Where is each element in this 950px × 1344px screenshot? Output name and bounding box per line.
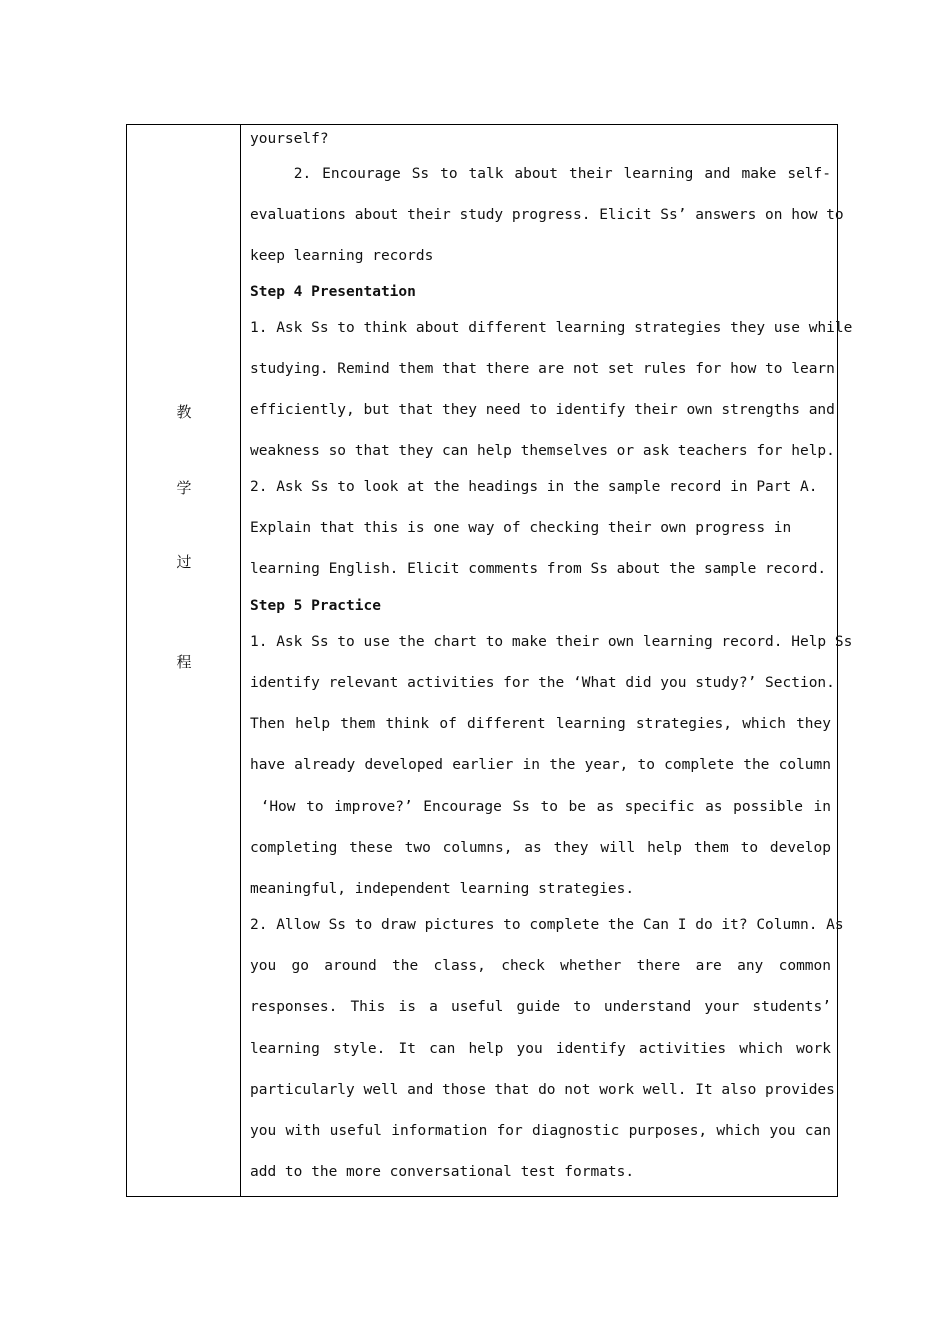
text-line: evaluations about their study progress. Elicit Ss’ answers on how to [250,207,844,223]
text-line: responses. This is a useful guide to understand your students’ [250,999,831,1015]
text-line: 2. Ask Ss to look at the headings in the sample record in Part A. [250,479,818,495]
text-line: ‘How to improve?’ Encourage Ss to be as specific as possible in [250,799,831,815]
section-heading: Step 4 Presentation [250,284,416,300]
text-line: 1. Ask Ss to think about different learning strategies they use while [250,320,853,336]
text-line: learning English. Elicit comments from Ss about the sample record. [250,561,827,577]
text-line: particularly well and those that do not work well. It also provides [250,1082,835,1098]
section-heading: Step 5 Practice [250,598,381,614]
text-line: learning style. It can help you identify activities which work [250,1041,831,1057]
side-char: 学 [176,479,192,497]
text-line: identify relevant activities for the ‘What did you study?’ Section. [250,675,835,691]
text-line: have already developed earlier in the year, to complete the column [250,757,831,773]
text-line: completing these two columns, as they will help them to develop [250,840,831,856]
text-line: weakness so that they can help themselves or ask teachers for help. [250,443,835,459]
text-line: studying. Remind them that there are not set rules for how to learn [250,361,835,377]
side-char: 教 [176,403,192,421]
text-line: efficiently, but that they need to identify their own strengths and [250,402,835,418]
text-line: add to the more conversational test formats. [250,1164,635,1180]
side-char: 过 [176,553,192,571]
text-line: 2. Allow Ss to draw pictures to complete the Can I do it? Column. As [250,917,844,933]
side-char: 程 [176,653,192,671]
side-column [127,125,241,1196]
text-line: yourself? [250,131,329,147]
text-line: keep learning records [250,248,434,264]
lesson-table [126,124,853,1197]
text-line: meaningful, independent learning strategies. [250,881,635,897]
text-line: 2. Encourage Ss to talk about their learning and make self- [250,166,831,182]
text-line: Then help them think of different learning strategies, which they [250,716,831,732]
text-line: 1. Ask Ss to use the chart to make their own learning record. Help Ss [250,634,853,650]
text-line: Explain that this is one way of checking their own progress in [250,520,792,536]
text-line: you with useful information for diagnostic purposes, which you can [250,1123,831,1139]
text-line: you go around the class, check whether there are any common [250,958,831,974]
